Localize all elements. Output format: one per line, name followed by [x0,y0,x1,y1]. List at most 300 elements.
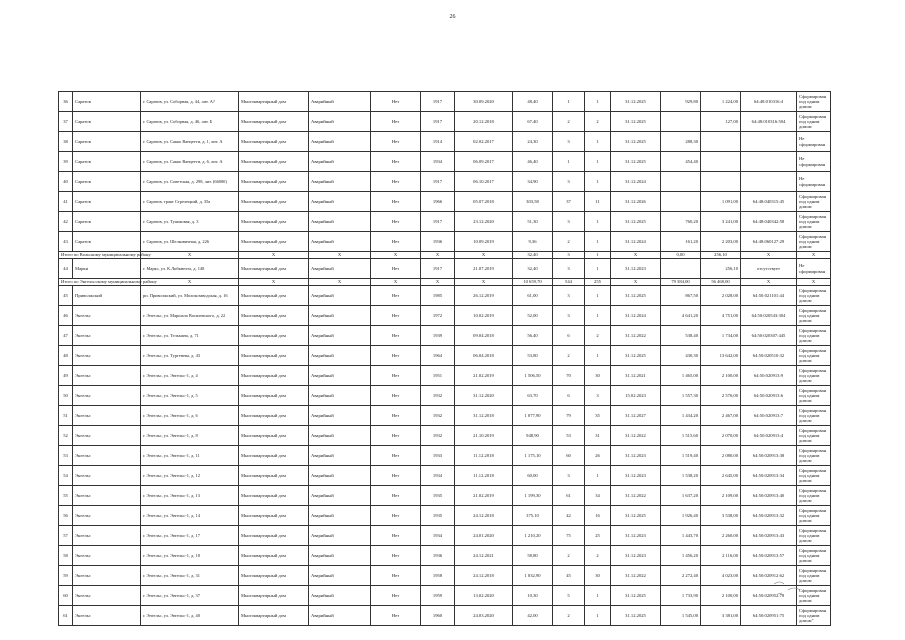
deadline-cell: 31.12.2025 [611,506,661,526]
count-a-cell: 45 [553,566,585,586]
decision-date-cell: 21.07.2019 [455,259,513,279]
building-type-cell: Многоквартирный дом [239,386,309,406]
condition-cell: Аварийный [309,366,371,386]
cadastral-number-cell: 64:48:060127:29 [741,232,797,252]
count-b-cell: 3 [585,386,611,406]
table-row [59,346,831,366]
settlement-cell: Энгельс [73,446,141,466]
note-cell: Сформирован под одним домом [797,112,831,132]
table-row [59,606,831,626]
address-cell: г. Энгельс, ул. Энгельс-1, д. 18 [141,546,239,566]
total-label: Итого по Энгельсскому муниципальному району [59,279,141,286]
building-type-cell: Многоквартирный дом [239,346,309,366]
flag-cell: Нет [371,446,421,466]
count-a-cell: 6 [553,326,585,346]
building-type-cell: Многоквартирный дом [239,446,309,466]
count-b-cell: 1 [585,132,611,152]
row-number: 47 [59,326,73,346]
row-number: 41 [59,192,73,212]
address-cell: г. Энгельс, ул. Энгельс-1, д. 37 [141,586,239,606]
row-number: 55 [59,486,73,506]
count-b-cell: 35 [585,406,611,426]
decision-date-cell: 31.12.2018 [455,406,513,426]
row-number: 61 [59,606,73,626]
row-number: 51 [59,406,73,426]
cadastral-number-cell: 64:50:020913:34 [741,466,797,486]
value-b-cell: 2 116,00 [701,546,741,566]
condition-cell: Аварийный [309,212,371,232]
condition-cell: Аварийный [309,346,371,366]
condition-cell: Аварийный [309,406,371,426]
building-type-cell: Многоквартирный дом [239,426,309,446]
row-number: 58 [59,546,73,566]
area-cell: 42,00 [513,606,553,626]
cadastral-number-cell [741,152,797,172]
deadline-cell: 31.12.2024 [611,172,661,192]
settlement-cell: Энгельс [73,586,141,606]
row-number: 36 [59,92,73,112]
address-cell: г. Саратов, ул. Соборная, д. 46, лит. Б [141,112,239,132]
deadline-cell: 31.12.2023 [611,546,661,566]
address-cell: г. Саратов, ул. Шелковичная, д. 226 [141,232,239,252]
building-type-cell: Многоквартирный дом [239,286,309,306]
flag-cell: Нет [371,259,421,279]
building-type-cell: Многоквартирный дом [239,526,309,546]
area-cell: 61,00 [513,286,553,306]
cadastral-number-cell [741,172,797,192]
total-cell: X [611,252,661,259]
area-cell: 1 199,30 [513,486,553,506]
year-cell: 1958 [421,566,455,586]
table-row [59,506,831,526]
value-a-cell: 1 519,40 [661,446,701,466]
condition-cell: Аварийный [309,546,371,566]
value-b-cell: 1 734,00 [701,326,741,346]
settlement-cell: Энгельс [73,386,141,406]
flag-cell: Нет [371,406,421,426]
address-cell: г. Энгельс, ул. Энгельс-1, д. 31 [141,566,239,586]
row-number: 50 [59,386,73,406]
table-row [59,132,831,152]
total-cell: 10 659,70 [513,279,553,286]
value-b-cell: 4 751,00 [701,306,741,326]
flag-cell: Нет [371,152,421,172]
flag-cell: Нет [371,526,421,546]
count-a-cell: 3 [553,259,585,279]
building-type-cell: Многоквартирный дом [239,406,309,426]
cadastral-number-cell: 64:50:020913:57 [741,546,797,566]
note-cell: Сформирован под одним домом [797,212,831,232]
flag-cell: Нет [371,486,421,506]
value-b-cell: 2 100,00 [701,586,741,606]
address-cell: г. Энгельс, ул. Тургенева, д. 43 [141,346,239,366]
count-b-cell: 30 [585,566,611,586]
address-cell: г. Энгельс, ул. Энгельс-1, д. 11 [141,446,239,466]
note-cell: Сформирован под одним домом [797,446,831,466]
deadline-cell: 31.12.2025 [611,286,661,306]
flag-cell: Нет [371,566,421,586]
deadline-cell: 31.12.2023 [611,526,661,546]
cadastral-number-cell: 64:48:040342:58 [741,212,797,232]
value-a-cell: 1 456,20 [661,546,701,566]
count-b-cell: 1 [585,172,611,192]
settlement-cell: Энгельс [73,606,141,626]
building-type-cell: Многоквартирный дом [239,486,309,506]
building-type-cell: Многоквартирный дом [239,506,309,526]
cadastral-number-cell [741,132,797,152]
address-cell: г. Энгельс, ул. Энгельс-1, д. 4 [141,366,239,386]
total-cell: 3 [553,252,585,259]
deadline-cell: 31.12.2022 [611,326,661,346]
deadline-cell: 31.12.2021 [611,366,661,386]
year-cell: 1917 [421,112,455,132]
cadastral-number-cell: 64:48:010316:504 [741,112,797,132]
value-a-cell: 454,40 [661,152,701,172]
value-a-cell: 760,20 [661,212,701,232]
settlement-cell: Энгельс [73,306,141,326]
area-cell: 1 175,10 [513,446,553,466]
total-label: Итого по Вольскому муниципальному району [59,252,141,259]
count-b-cell: 1 [585,306,611,326]
table-row [59,406,831,426]
count-b-cell: 2 [585,546,611,566]
year-cell: 1985 [421,286,455,306]
cadastral-number-cell: 64:50:020951:75 [741,606,797,626]
note-cell: Сформирован под одним домом [797,386,831,406]
decision-date-cell: 11.12.2018 [455,466,513,486]
year-cell: 1933 [421,446,455,466]
count-a-cell: 37 [553,192,585,212]
area-cell: 67,40 [513,112,553,132]
settlement-cell: Саратов [73,112,141,132]
row-number: 53 [59,446,73,466]
decision-date-cell: 30.09.2020 [455,92,513,112]
count-a-cell: 79 [553,406,585,426]
building-type-cell: Многоквартирный дом [239,546,309,566]
total-cell: X [141,252,239,259]
value-b-cell: 127,00 [701,112,741,132]
total-row [59,279,831,286]
count-b-cell: 11 [585,192,611,212]
table-body [59,92,831,626]
flag-cell: Нет [371,426,421,446]
condition-cell: Аварийный [309,259,371,279]
address-cell: г. Энгельс, ул. Энгельс-1, д. 40 [141,606,239,626]
value-b-cell: 2 576,00 [701,386,741,406]
note-cell: Сформирован под одним домом [797,192,831,212]
total-row [59,252,831,259]
count-a-cell: 75 [553,526,585,546]
cadastral-number-cell: 64:50:020510:32 [741,346,797,366]
deadline-cell: 31.12.2025 [611,346,661,366]
flag-cell: Нет [371,466,421,486]
year-cell: 1972 [421,306,455,326]
value-a-cell: 1 733,90 [661,586,701,606]
condition-cell: Аварийный [309,606,371,626]
table-row [59,172,831,192]
row-number: 46 [59,306,73,326]
area-cell: 52,00 [513,306,553,326]
count-b-cell: 26 [585,446,611,466]
deadline-cell: 31.12.2027 [611,406,661,426]
flag-cell: Нет [371,366,421,386]
condition-cell: Аварийный [309,486,371,506]
deadline-cell: 31.12.2025 [611,92,661,112]
note-cell: Не сформирован [797,132,831,152]
note-cell: Сформирован под одним домом [797,566,831,586]
decision-date-cell: 21.02.2019 [455,486,513,506]
area-cell: 46,40 [513,152,553,172]
count-b-cell: 1 [585,346,611,366]
year-cell: 1935 [421,506,455,526]
page-number: 26 [449,14,456,20]
condition-cell: Аварийный [309,112,371,132]
count-b-cell: 25 [585,526,611,546]
decision-date-cell: 26.12.2019 [455,286,513,306]
decision-date-cell: 24.12.2018 [455,506,513,526]
total-cell: X [455,252,513,259]
value-a-cell: 2 272,40 [661,566,701,586]
total-cell: 79 384,00 [661,279,701,286]
area-cell: 51,30 [513,212,553,232]
decision-date-cell: 31.12.2020 [455,386,513,406]
building-type-cell: Многоквартирный дом [239,259,309,279]
condition-cell: Аварийный [309,232,371,252]
flag-cell: Нет [371,232,421,252]
condition-cell: Аварийный [309,326,371,346]
total-cell: X [239,252,309,259]
flag-cell: Нет [371,192,421,212]
value-b-cell: 256,10 [701,259,741,279]
flag-cell: Нет [371,586,421,606]
area-cell: 303,58 [513,192,553,212]
year-cell: 1932 [421,426,455,446]
table-row [59,232,831,252]
building-type-cell: Многоквартирный дом [239,232,309,252]
value-b-cell: 2 203,00 [701,232,741,252]
flag-cell: Нет [371,346,421,366]
note-cell: Сформирован под одним домом [797,232,831,252]
building-type-cell: Многоквартирный дом [239,152,309,172]
count-b-cell: 1 [585,286,611,306]
total-cell: X [371,279,421,286]
condition-cell: Аварийный [309,566,371,586]
settlement-cell: Саратов [73,132,141,152]
value-b-cell: 2 467,00 [701,406,741,426]
total-cell: 32,40 [513,252,553,259]
total-cell: 56 468,00 [701,279,741,286]
condition-cell: Аварийный [309,306,371,326]
decision-date-cell: 24.03.2020 [455,606,513,626]
deadline-cell: 31.12.2024 [611,306,661,326]
area-cell: 24,30 [513,132,553,152]
year-cell: 1917 [421,172,455,192]
flag-cell: Нет [371,112,421,132]
value-b-cell: 1 224,00 [701,92,741,112]
address-cell: г. Саратов, ул. Соборная, д. 44, лит. А? [141,92,239,112]
cadastral-number-cell: 64:50:020913:6 [741,386,797,406]
decision-date-cell: 05.07.2018 [455,192,513,212]
area-cell: 32,40 [513,259,553,279]
deadline-cell: 31.12.2025 [611,112,661,132]
building-type-cell: Многоквартирный дом [239,172,309,192]
condition-cell: Аварийный [309,586,371,606]
count-b-cell: 1 [585,586,611,606]
row-number: 38 [59,132,73,152]
value-a-cell: 1 557,30 [661,386,701,406]
flag-cell: Нет [371,172,421,192]
note-cell: Сформирован под одним домом" [797,606,831,626]
year-cell: 1934 [421,526,455,546]
value-a-cell: 1 926,40 [661,506,701,526]
value-a-cell [661,112,701,132]
deadline-cell: 31.12.2025 [611,132,661,152]
address-cell: г. Энгельс, ул. Тельмана, д. 71 [141,326,239,346]
total-cell: X [421,252,455,259]
building-type-cell: Многоквартирный дом [239,112,309,132]
value-b-cell: 2 080,00 [701,446,741,466]
decision-date-cell: 10.09.2019 [455,232,513,252]
year-cell: 1917 [421,212,455,232]
year-cell: 1936 [421,232,455,252]
deadline-cell: 31.12.2025 [611,152,661,172]
value-b-cell: 1 091,00 [701,192,741,212]
flag-cell: Нет [371,92,421,112]
decision-date-cell: 11.12.2018 [455,446,513,466]
row-number: 39 [59,152,73,172]
year-cell: 1935 [421,486,455,506]
count-b-cell: 1 [585,606,611,626]
settlement-cell: Энгельс [73,526,141,546]
condition-cell: Аварийный [309,152,371,172]
count-b-cell: 30 [585,366,611,386]
condition-cell: Аварийный [309,192,371,212]
area-cell: 1 032,90 [513,566,553,586]
decision-date-cell: 20.12.2018 [455,112,513,132]
settlement-cell: Саратов [73,172,141,192]
address-cell: г. Энгельс, ул. Энгельс-1, д. 12 [141,466,239,486]
row-number: 54 [59,466,73,486]
value-a-cell: 1 465,00 [661,366,701,386]
settlement-cell: Энгельс [73,566,141,586]
note-cell: Сформирован под одним домом [797,306,831,326]
area-cell: 56,40 [513,326,553,346]
count-b-cell: 1 [585,259,611,279]
note-cell: Сформирован под одним домом [797,406,831,426]
area-cell: 53,80 [513,346,553,366]
table-row [59,386,831,406]
year-cell: 1960 [421,606,455,626]
cadastral-number-cell: 64:50:020913:7 [741,406,797,426]
table-row [59,466,831,486]
total-cell: X [797,252,831,259]
handwritten-mark [770,578,810,598]
value-b-cell: 2 109,00 [701,486,741,506]
year-cell: 1917 [421,259,455,279]
value-a-cell: 4 641,20 [661,306,701,326]
decision-date-cell: 24.12.2018 [455,566,513,586]
decision-date-cell: 24.01.2020 [455,526,513,546]
count-b-cell: 1 [585,152,611,172]
area-cell: 58,80 [513,546,553,566]
cadastral-number-cell: 64:48:040315:45 [741,192,797,212]
year-cell: 1936 [421,546,455,566]
note-cell: Сформирован под одним домом [797,346,831,366]
note-cell: Сформирован под одним домом [797,326,831,346]
flag-cell: Нет [371,506,421,526]
count-a-cell: 1 [553,152,585,172]
row-number: 48 [59,346,73,366]
value-b-cell: 13 642,00 [701,346,741,366]
table-row [59,212,831,232]
count-a-cell: 3 [553,212,585,232]
row-number: 52 [59,426,73,446]
area-cell: 1 506,50 [513,366,553,386]
address-cell: рп. Приволжский, ул. Молокозаводская, д. 16 [141,286,239,306]
year-cell: 1959 [421,586,455,606]
decision-date-cell: 10.02.2019 [455,306,513,326]
flag-cell: Нет [371,606,421,626]
deadline-cell: 15.02.2023 [611,386,661,406]
settlement-cell: Саратов [73,212,141,232]
cadastral-number-cell: 64:50:020913:40 [741,486,797,506]
count-b-cell: 34 [585,486,611,506]
flag-cell: Нет [371,212,421,232]
year-cell: 1964 [421,346,455,366]
count-a-cell: 6 [553,386,585,406]
deadline-cell: 31.12.2022 [611,566,661,586]
table-row [59,152,831,172]
value-b-cell: 3 381,00 [701,606,741,626]
value-a-cell [661,172,701,192]
count-a-cell: 53 [553,426,585,446]
value-a-cell: 1 545,00 [661,606,701,626]
area-cell: 63,70 [513,386,553,406]
address-cell: г. Энгельс, ул. Энгельс-1, д. 17 [141,526,239,546]
cadastral-number-cell: 64:50:020913:32 [741,506,797,526]
year-cell: 1939 [421,326,455,346]
flag-cell: Нет [371,306,421,326]
address-cell: г. Маркс, ул. К.Либкнехта, д. 148 [141,259,239,279]
decision-date-cell: 21.10.2019 [455,426,513,446]
count-b-cell: 1 [585,212,611,232]
year-cell: 1932 [421,386,455,406]
decision-date-cell: 09.04.2018 [455,326,513,346]
table-row [59,586,831,606]
total-cell: X [239,279,309,286]
count-a-cell: 61 [553,486,585,506]
settlement-cell: Саратов [73,92,141,112]
total-cell: X [309,252,371,259]
settlement-cell: Саратов [73,192,141,212]
total-cell: X [371,252,421,259]
table-row [59,192,831,212]
note-cell: Сформирован под одним домом [797,526,831,546]
flag-cell: Нет [371,546,421,566]
table-row [59,546,831,566]
condition-cell: Аварийный [309,132,371,152]
building-type-cell: Многоквартирный дом [239,586,309,606]
condition-cell: Аварийный [309,92,371,112]
value-a-cell: 1 538,20 [661,466,701,486]
settlement-cell: Энгельс [73,326,141,346]
address-cell: г. Саратов, ул. Сакко Ванцетти, д. 6, лит. А [141,152,239,172]
count-a-cell: 2 [553,346,585,366]
condition-cell: Аварийный [309,446,371,466]
count-a-cell: 3 [553,306,585,326]
note-cell: Сформирован под одним домом [797,466,831,486]
count-b-cell: 31 [585,426,611,446]
